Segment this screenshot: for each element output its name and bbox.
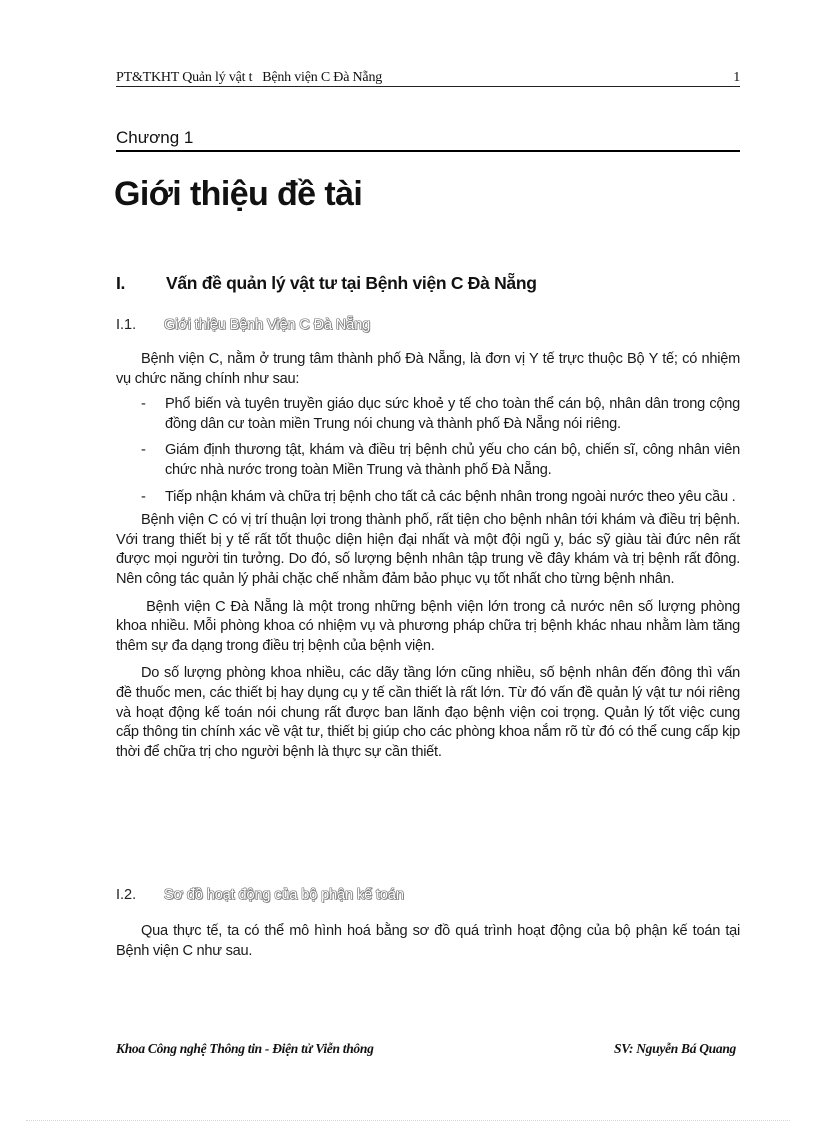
running-header: [116, 68, 740, 87]
chapter-title: Giới thiệu đề tài: [114, 175, 363, 213]
bullet-dash: -: [141, 396, 146, 413]
body-paragraph: Bệnh viện C Đà Nẵng là một trong những bệnh viện lớn trong cả nước nên số lượng phòng khoa nhiều. Mỗi phòng khoa có nhiệm vụ và phương pháp chữa trị bệnh khác nhau nhằm làm tăng thêm sự đa dạng trong điều trị bệnh của bệnh viện.: [116, 598, 744, 654]
body-paragraph: Do số lượng phòng khoa nhiều, các dãy tầng lớn cũng nhiều, số bệnh nhân đến đông thì vấn đề thuốc men, các thiết bị hay dụng cụ y tế cần thiết là rất lớn. Từ đó vấn đề quản lý vật tư nói riêng và hoạt động kế toán nói chung rất được ban lãnh đạo bệnh viện coi trọng. Quản lý tốt việc cung cấp thông tin chính xác về vật tư, thiết bị giúp cho các phòng khoa nắm rõ từ đó có thể cung cấp kịp thời để chữa trị cho người bệnh là thực sự cần thiết.: [116, 665, 740, 760]
page-break-divider: [26, 1120, 790, 1121]
footer-faculty: Khoa Công nghệ Thông tin - Điện tử Viễn thông: [116, 1041, 374, 1056]
running-footer: [116, 1041, 736, 1057]
subsection-number: I.1.: [116, 317, 137, 333]
list-item-text: Phổ biến và tuyên truyền giáo dục sức khoẻ y tế cho toàn thể cán bộ, nhân dân trong cộng đồng dân cư toàn miền Trung nói chung và thành phố Đà Nẵng nói riêng.: [165, 396, 740, 432]
bullet-dash: -: [141, 442, 146, 459]
subsection-title: Giới thiệu Bệnh Viện C Đà Nẵng: [164, 317, 371, 333]
subsection-number: I.2.: [116, 887, 137, 903]
body-paragraph: Bệnh viện C có vị trí thuận lợi trong thành phố, rất tiện cho bệnh nhân tới khám và điều trị bệnh. Với trang thiết bị y tế rất tốt thuộc diện hiện đại nhất và một đội ngũ y, bác sỹ giàu tài đức nên rất được mọi người tin tưởng. Do đó, số lượng bệnh nhân tập trung về đây khám và trị bệnh rất đông. Nên công tác quản lý phải chặc chế nhằm đảm bảo phục vụ tốt nhất cho từng bệnh nhân.: [116, 512, 740, 587]
header-title: PT&TKHT Quản lý vật t Bệnh viện C Đà Nẵng: [116, 70, 383, 85]
subsection-heading-2: [116, 886, 740, 904]
function-list: [116, 395, 740, 507]
list-item-text: Tiếp nhận khám và chữa trị bệnh cho tất cả các bệnh nhân trong ngoài nước theo yêu cầu .: [165, 488, 736, 505]
subsection-heading-1: [116, 316, 740, 334]
list-item: [116, 488, 740, 508]
footer-student: SV: Nguyễn Bá Quang: [614, 1041, 736, 1056]
section-title: Vấn đề quản lý vật tư tại Bệnh viện C Đà Nẵng: [166, 273, 537, 293]
intro-paragraph: Bệnh viện C, nằm ở trung tâm thành phố Đà Nẵng, là đơn vị Y tế trực thuộc Bộ Y tế; có nhiệm vụ chức năng chính như sau:: [116, 351, 740, 387]
section-heading: [116, 272, 740, 294]
body-paragraph: Qua thực tế, ta có thể mô hình hoá bằng sơ đồ quá trình hoạt động của bộ phận kế toán tại Bệnh viện C như sau.: [116, 923, 740, 959]
list-item-text: Giám định thương tật, khám và điều trị bệnh chủ yếu cho cán bộ, chiến sĩ, công nhân viên chức nhà nước trong toàn Miền Trung và thành phố Đà Nẵng.: [165, 442, 740, 478]
subsection-1-body: [116, 350, 744, 762]
chapter-label: Chương 1: [116, 128, 740, 152]
subsection-title: Sơ đồ hoạt động của bộ phận kế toán: [164, 887, 404, 903]
subsection-2-body: [116, 922, 740, 961]
list-item: [116, 441, 740, 480]
bullet-dash: -: [141, 488, 146, 505]
list-item: [116, 395, 740, 434]
section-number: I.: [116, 273, 126, 293]
page-number: 1: [733, 70, 740, 85]
